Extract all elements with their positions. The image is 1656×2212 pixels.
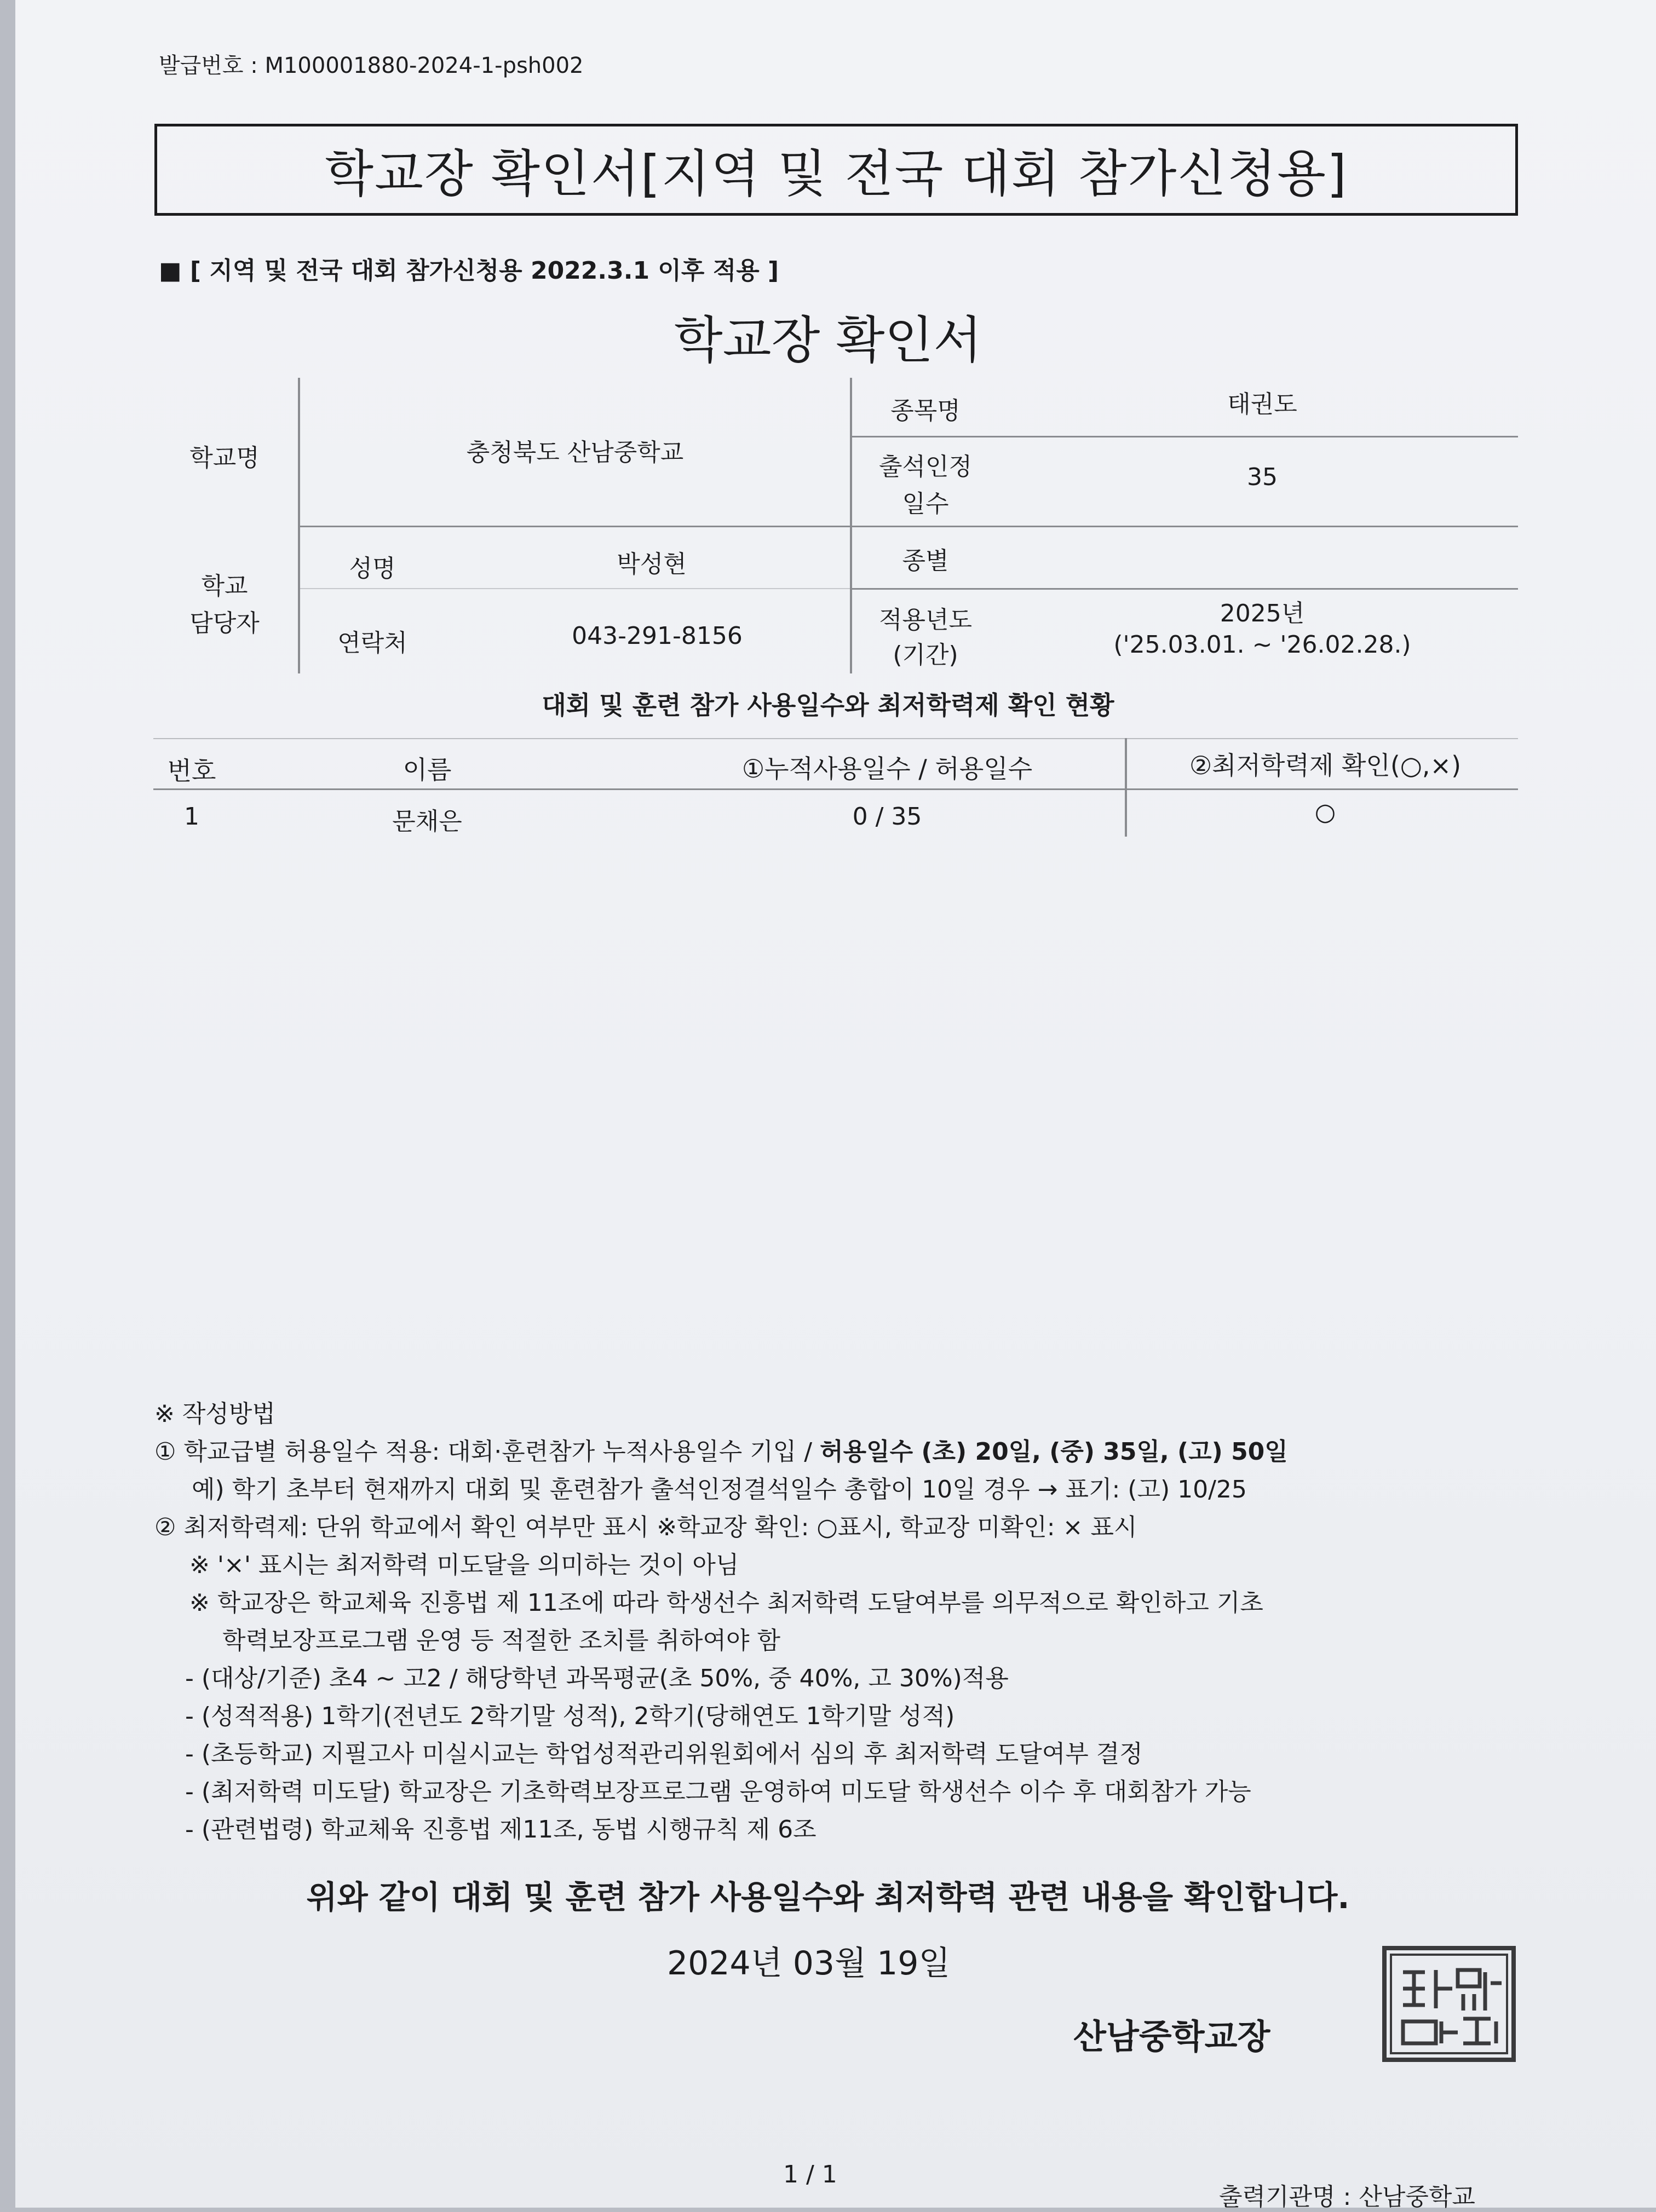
note-1 — [154, 1433, 1288, 1471]
attendance-value: 35 — [1247, 463, 1278, 491]
issue-number: 발급번호 : M100001880-2024-1-psh002 — [159, 53, 584, 78]
note-1-bold: 허용일수 (초) 20일, (중) 35일, (고) 50일 — [820, 1438, 1288, 1466]
year-label-2: (기간) — [893, 641, 958, 669]
table-row-name: 문채은 — [392, 808, 462, 836]
note-1-example: 예) 학기 초부터 현재까지 대회 및 훈련참가 출석인정결석일수 총합이 10일 경우 → 표기: (고) 10/25 — [192, 1476, 1247, 1504]
event-label: 종목명 — [890, 397, 961, 425]
table-header-days: ①누적사용일수 / 허용일수 — [741, 754, 1033, 784]
note-2-sub-2b: 학력보장프로그램 운영 등 적절한 조치를 취하여야 함 — [222, 1627, 781, 1655]
table-header-no: 번호 — [167, 756, 216, 786]
note-detail-4: - (최저학력 미도달) 학교장은 기초학력보장프로그램 운영하여 미도달 학생선수 이수 후 대회참가 가능 — [185, 1778, 1251, 1806]
year-value-2: ('25.03.01. ~ '26.02.28.) — [1113, 631, 1411, 659]
note-2: ② 최저학력제: 단위 학교에서 확인 여부만 표시 ※학교장 확인: ○표시, 학교장 미확인: × 표시 — [154, 1513, 1137, 1541]
manager-label-2: 담당자 — [189, 609, 260, 637]
note-detail-3: - (초등학교) 지필고사 미실시교는 학업성적관리위원회에서 심의 후 최저학력 도달여부 결정 — [185, 1740, 1143, 1768]
writing-guide — [154, 1395, 1288, 1848]
seal-mark — [1387, 1950, 1511, 2058]
table-divider — [1125, 738, 1127, 837]
notes-heading: ※ 작성방법 — [154, 1400, 275, 1428]
confirmation-statement: 위와 같이 대회 및 훈련 참가 사용일수와 최저학력 관련 내용을 확인합니다. — [306, 1879, 1350, 1916]
name-value: 박성현 — [617, 550, 687, 578]
note-detail-1: - (대상/기준) 초4 ~ 고2 / 해당학년 과목평균(초 50%, 중 40%, 고 30%)적용 — [185, 1664, 1009, 1692]
table-row-check: ○ — [1314, 798, 1336, 826]
notice-text: ■ [ 지역 및 전국 대회 참가신청용 2022.3.1 이후 적용 ] — [159, 257, 779, 285]
attendance-label-2: 일수 — [902, 490, 949, 518]
table-header-name: 이름 — [403, 755, 452, 785]
table-top-rule — [153, 738, 1518, 739]
page-number: 1 / 1 — [783, 2161, 837, 2188]
info-rule-2 — [300, 526, 1518, 527]
attendance-label-1: 출석인정 — [878, 453, 972, 481]
table-header-rule — [153, 788, 1518, 790]
manager-label-1: 학교 — [201, 572, 248, 600]
note-1-text: ① 학교급별 허용일수 적용: 대회·훈련참가 누적사용일수 기입 / — [154, 1438, 820, 1466]
principal-signature: 산남중학교장 — [1073, 2017, 1270, 2057]
info-rule-3 — [852, 588, 1518, 590]
note-2-sub-2a: ※ 학교장은 학교체육 진흥법 제 11조에 따라 학생선수 최저학력 도달여부를 의무적으로 확인하고 기초 — [189, 1589, 1263, 1617]
official-seal — [1382, 1946, 1516, 2062]
type-label: 종별 — [902, 547, 949, 575]
school-value: 충청북도 산남중학교 — [466, 439, 684, 466]
name-label: 성명 — [349, 555, 396, 583]
info-rule-1 — [852, 436, 1518, 437]
info-rule-4 — [300, 588, 850, 589]
section-title: 대회 및 훈련 참가 사용일수와 최저학력제 확인 현황 — [542, 690, 1114, 720]
main-title-box — [154, 124, 1518, 216]
year-label-1: 적용년도 — [878, 606, 972, 634]
main-title: 학교장 확인서[지역 및 전국 대회 참가신청용] — [325, 145, 1348, 203]
subtitle: 학교장 확인서 — [674, 311, 982, 370]
note-detail-2: - (성적적용) 1학기(전년도 2학기말 성적), 2학기(당해연도 1학기말 성적) — [185, 1702, 955, 1730]
contact-value: 043-291-8156 — [572, 622, 743, 650]
note-2-sub-1: ※ '×' 표시는 최저학력 미도달을 의미하는 것이 아님 — [189, 1551, 739, 1579]
contact-label: 연락처 — [337, 629, 407, 657]
table-row-days: 0 / 35 — [852, 803, 922, 831]
note-detail-5: - (관련법령) 학교체육 진흥법 제11조, 동법 시행규칙 제 6조 — [185, 1816, 817, 1844]
table-row-no: 1 — [184, 803, 199, 831]
event-value: 태권도 — [1227, 390, 1297, 418]
table-header-check: ②최저학력제 확인(○,×) — [1189, 751, 1462, 780]
year-value-1: 2025년 — [1220, 600, 1305, 627]
issue-date: 2024년 03월 19일 — [667, 1944, 951, 1983]
school-label: 학교명 — [189, 444, 260, 472]
output-organization: 출력기관명 : 산남중학교 — [1219, 2183, 1475, 2211]
